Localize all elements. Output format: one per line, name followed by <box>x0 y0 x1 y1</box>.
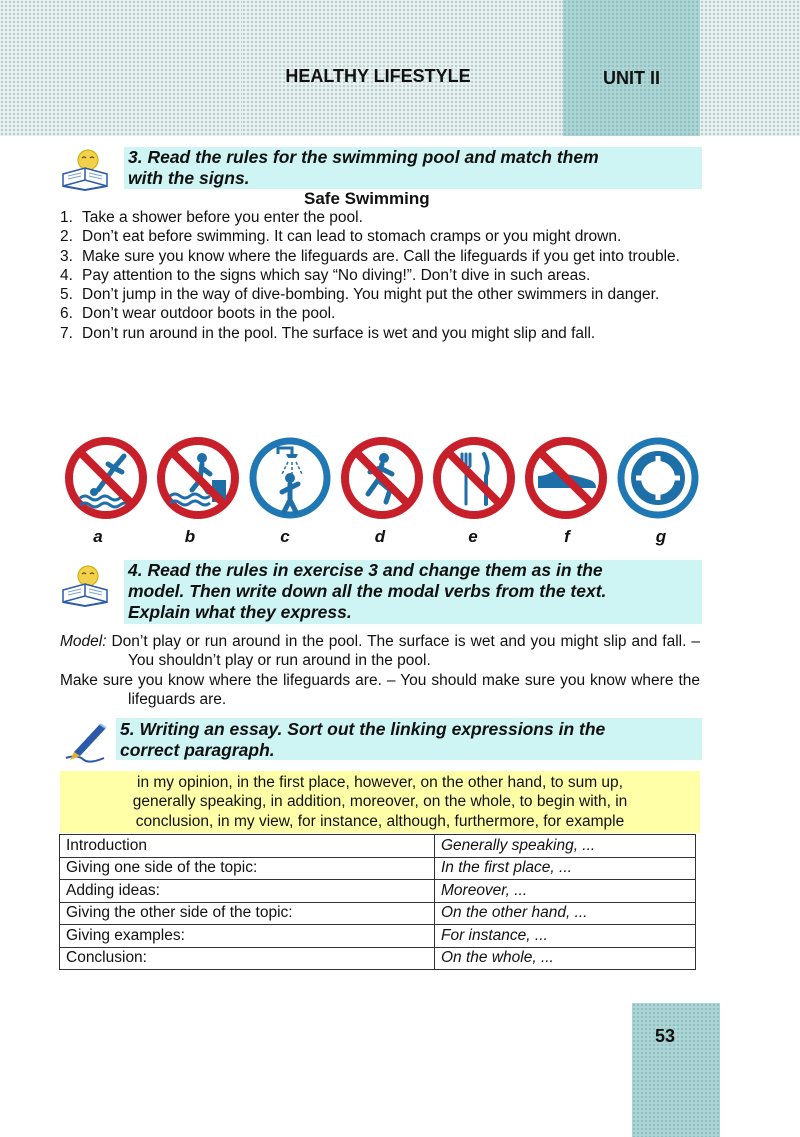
rule-item <box>60 266 700 285</box>
task5-instruction <box>120 719 605 761</box>
table-row <box>60 925 696 948</box>
rule-text: Don’t run around in the pool. The surface is wet and you might slip and fall. <box>82 324 596 342</box>
no-running-icon <box>340 436 424 520</box>
section-cell: Adding ideas: <box>60 880 435 903</box>
task5-instruction-line2: correct paragraph. <box>120 740 275 760</box>
header-left-panel <box>0 0 240 136</box>
rule-number: 1. <box>60 209 73 226</box>
lifebuoy-icon <box>616 436 700 520</box>
rule-text: Don’t eat before swimming. It can lead to stomach cramps or you might drown. <box>82 228 622 246</box>
table-row <box>60 947 696 970</box>
pool-signs-row <box>60 436 700 526</box>
model-text: Don’t play or run around in the pool. The surface is wet and you might slip and fall. – You shouldn’t play or run around in the pool. <box>111 633 700 670</box>
section-cell: Giving one side of the topic: <box>60 857 435 880</box>
example-text: Make sure you know where the lifeguards are. – You should make sure you know where the lifeguards are. <box>60 671 700 708</box>
example-cell: Generally speaking, ... <box>435 835 696 858</box>
example-cell: On the whole, ... <box>435 947 696 970</box>
page-number: 53 <box>654 1026 676 1046</box>
example-cell: In the first place, ... <box>435 857 696 880</box>
rule-item <box>60 208 700 227</box>
rule-number: 7. <box>60 324 73 342</box>
example-cell: For instance, ... <box>435 925 696 948</box>
shower-icon <box>248 436 332 520</box>
task4-instruction <box>128 560 606 623</box>
rule-number: 3. <box>60 247 73 265</box>
reading-book-icon <box>60 562 110 608</box>
no-jumping-icon <box>156 436 240 520</box>
rule-number: 4. <box>60 266 73 284</box>
linking-expressions-box <box>60 771 700 833</box>
rule-text: Don’t wear outdoor boots in the pool. <box>82 305 336 323</box>
sign-letter-c: c <box>280 527 290 546</box>
section-cell: Conclusion: <box>60 947 435 970</box>
rule-item <box>60 285 700 304</box>
sign-letter-a: a <box>93 527 103 546</box>
linking-line: in my opinion, in the first place, however, on the other hand, to sum up, <box>137 774 623 791</box>
table-row <box>60 835 696 858</box>
task4-instruction-line1: 4. Read the rules in exercise 3 and change them as in the <box>128 560 603 580</box>
task4-instruction-line2: model. Then write down all the modal verbs from the text. <box>128 581 607 601</box>
sign-letter-f: f <box>564 527 570 546</box>
model-label: Model: <box>60 633 107 650</box>
rule-number: 6. <box>60 305 73 323</box>
example-cell: On the other hand, ... <box>435 902 696 925</box>
task3-instruction <box>128 147 599 189</box>
section-cell: Introduction <box>60 835 435 858</box>
swimming-rules-list <box>60 208 700 343</box>
rule-number: 2. <box>60 228 73 246</box>
reading-book-icon <box>60 146 110 192</box>
linking-line: conclusion, in my view, for instance, although, furthermore, for example <box>135 812 625 830</box>
sign-letter-d: d <box>374 527 386 546</box>
section-cell: Giving the other side of the topic: <box>60 902 435 925</box>
rule-text: Make sure you know where the lifeguards are. Call the lifeguards if you get into trouble. <box>82 247 680 265</box>
task3-instruction-line1: 3. Read the rules for the swimming pool and match them <box>128 147 599 167</box>
chapter-title: HEALTHY LIFESTYLE <box>285 66 471 86</box>
rule-item <box>60 247 700 266</box>
essay-structure-table <box>59 834 696 970</box>
rule-text: Take a shower before you enter the pool. <box>82 209 363 226</box>
rule-item <box>60 304 700 323</box>
rule-text: Pay attention to the signs which say “No diving!”. Don’t dive in such areas. <box>82 266 591 284</box>
table-row <box>60 857 696 880</box>
unit-label: UNIT II <box>603 68 660 88</box>
no-diving-icon <box>64 436 148 520</box>
task4-instruction-line3: Explain what they express. <box>128 602 352 622</box>
rule-number: 5. <box>60 286 73 304</box>
header-right-panel <box>700 0 800 136</box>
sign-letter-g: g <box>655 527 667 546</box>
page-number-panel <box>632 1003 720 1137</box>
task5-instruction-line1: 5. Writing an essay. Sort out the linking expressions in the <box>120 719 606 739</box>
rule-item <box>60 324 700 343</box>
no-boots-icon <box>524 436 608 520</box>
rule-item <box>60 227 700 246</box>
example-cell: Moreover, ... <box>435 880 696 903</box>
table-row <box>60 902 696 925</box>
section-cell: Giving examples: <box>60 925 435 948</box>
example-paragraph <box>60 671 700 710</box>
linking-line: generally speaking, in addition, moreover, on the whole, to begin with, in <box>132 793 628 811</box>
model-example-block <box>60 632 700 709</box>
sign-letter-b: b <box>184 527 196 546</box>
rules-subtitle: Safe Swimming <box>304 189 430 208</box>
no-eating-icon <box>432 436 516 520</box>
task3-instruction-line2: with the signs. <box>128 168 250 188</box>
writing-pen-icon <box>60 718 110 764</box>
sign-letter-e: e <box>468 527 478 546</box>
rule-text: Don’t jump in the way of dive-bombing. You might put the other swimmers in danger. <box>82 286 660 304</box>
table-row <box>60 880 696 903</box>
model-paragraph <box>60 632 700 671</box>
